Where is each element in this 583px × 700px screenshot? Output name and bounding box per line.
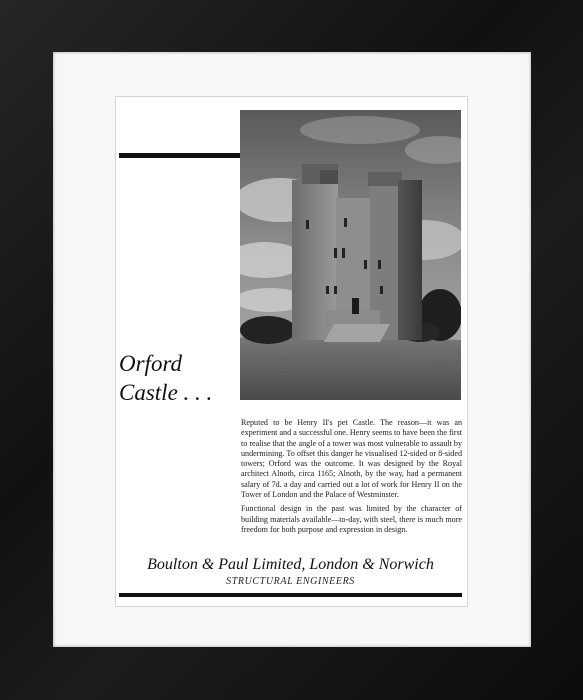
body-paragraph-1: Reputed to be Henry II's pet Castle. The reason—it was an experiment and a successful one. Henry seems to have been the first to realise that the angle of a tower was most vulnerable to assault by undermining. To offset this danger he visualised 12-sided or 8-sided towers; Orford was the outcome. It was designed by the Royal architect Alnoth, circa 1165; Alnoth, by the way, had a permanent salary of 7d. a day and carried out a lot of work for Henry II on the Tower of London and the Palace of Westminster. [241,418,462,500]
body-paragraph-2: Functional design in the past was limited by the character of building materials available—to-day, with steel, there is much more freedom for both purpose and expression in design. [241,504,462,534]
company-subtitle: STRUCTURAL ENGINEERS [226,576,355,587]
headline-line-2: Castle . . . [119,380,213,405]
headline-line-1: Orford [119,351,183,376]
bottom-rule [119,593,462,597]
top-rule [119,153,240,158]
castle-photo [240,110,461,400]
headline [119,349,244,407]
company-name: Boulton & Paul Limited, London & Norwich [147,556,434,573]
body-text [241,418,462,539]
